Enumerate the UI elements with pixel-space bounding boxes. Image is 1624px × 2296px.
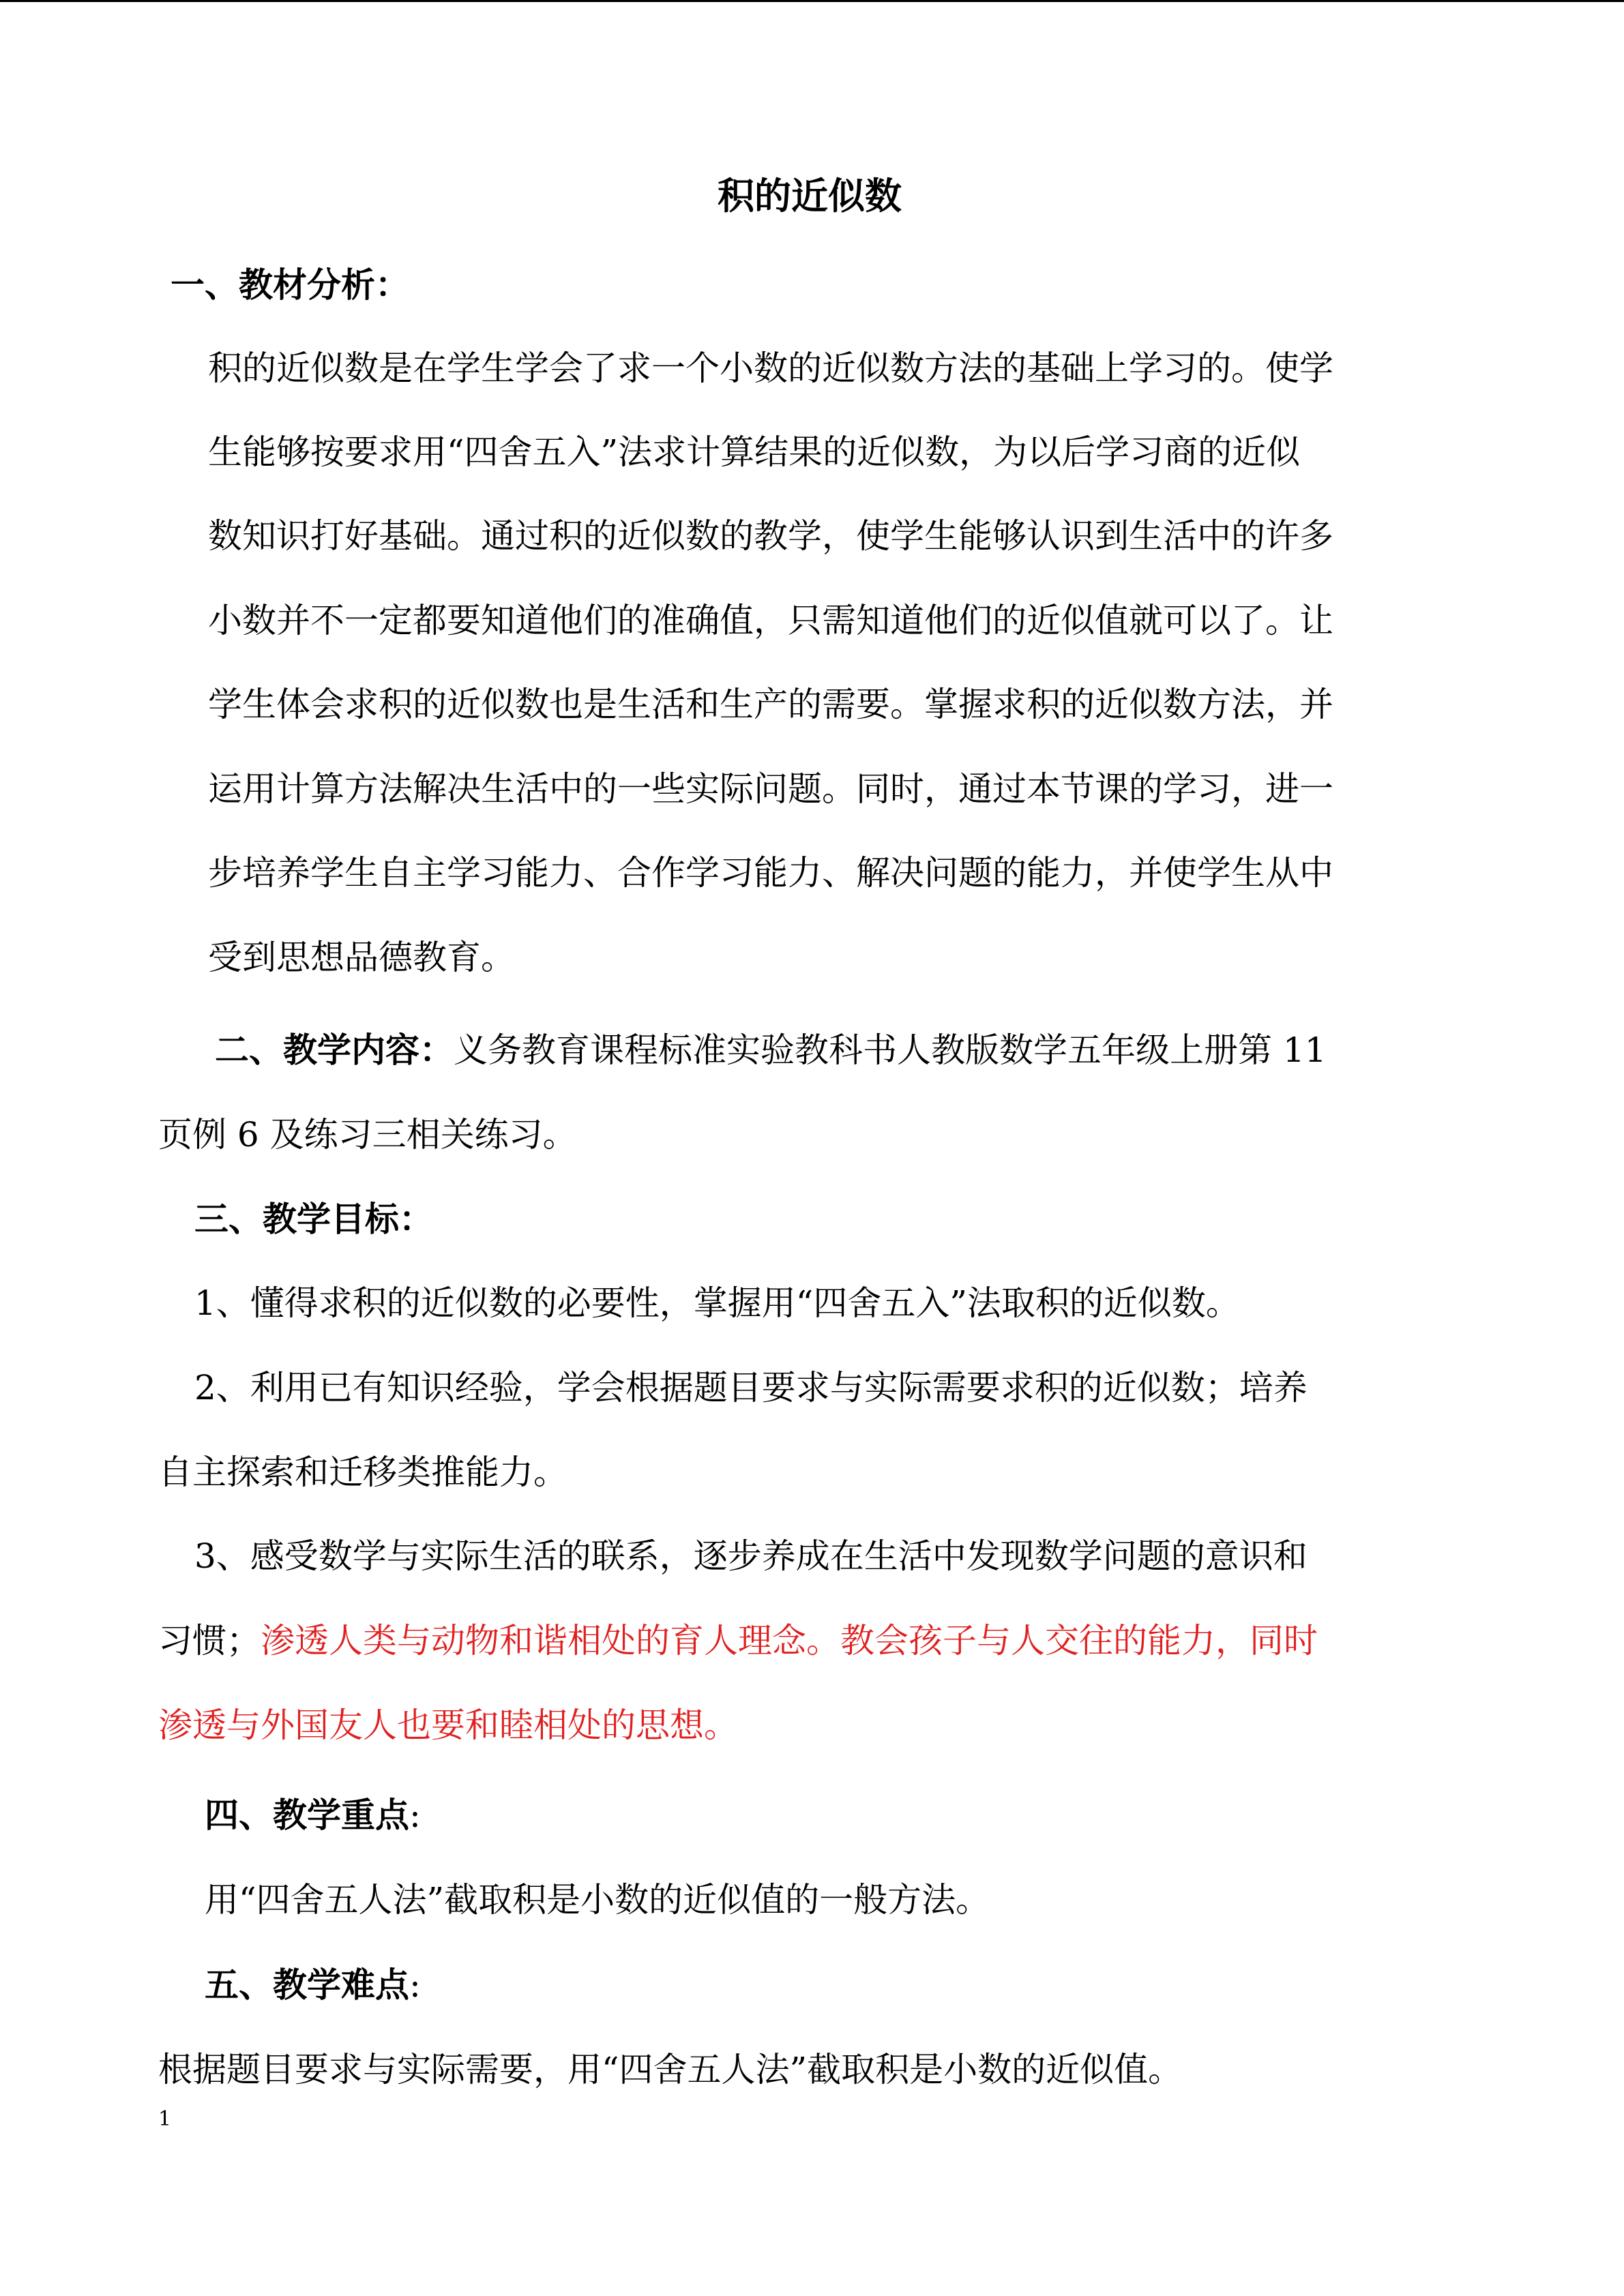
- top-border: [0, 0, 1624, 2]
- page-title: 积的近似数: [718, 175, 902, 218]
- goal-1: 1、懂得求积的近似数的必要性，掌握用“四舍五入”法取积的近似数。: [194, 1283, 1240, 1323]
- section-3-heading: 三、教学目标：: [194, 1199, 433, 1239]
- goal-3: 3、感受数学与实际生活的联系，逐步养成在生活中发现数学问题的意识和: [194, 1536, 1308, 1576]
- goal-3-text: 习惯；: [158, 1621, 261, 1660]
- section-1-line: 运用计算方法解决生活中的一些实际问题。同时，通过本节课的学习，进一: [208, 769, 1333, 809]
- goal-2: 2、利用已有知识经验，学会根据题目要求与实际需要求积的近似数；培养: [194, 1368, 1308, 1407]
- section-4-heading-line: [205, 1795, 421, 1836]
- section-4-text: 用“四舍五人法”截取积是小数的近似值的一般方法。: [205, 1880, 990, 1920]
- section-4-heading: 四、教学重点: [205, 1795, 409, 1835]
- section-2-heading: 二、教学内容：: [215, 1030, 454, 1070]
- section-1-line: 步培养学生自主学习能力、合作学习能力、解决问题的能力，并使学生从中: [208, 853, 1333, 893]
- section-1-line: 数知识打好基础。通过积的近似数的教学，使学生能够认识到生活中的许多: [208, 516, 1333, 556]
- goal-2-continued: 自主探索和迁移类推能力。: [158, 1452, 567, 1492]
- goal-3-continued: [158, 1620, 1318, 1661]
- section-1-line: 小数并不一定都要知道他们的准确值，只需知道他们的近似值就可以了。让: [208, 601, 1333, 640]
- section-1-heading: 一、教材分析：: [171, 265, 409, 305]
- section-5-heading: 五、教学难点: [205, 1965, 409, 2005]
- section-2-text: 义务教育课程标准实验教科书人教版数学五年级上册第 11: [454, 1030, 1327, 1070]
- section-1-line: 生能够按要求用“四舍五入”法求计算结果的近似数，为以后学习商的近似: [208, 432, 1301, 472]
- section-4-colon: :: [409, 1795, 421, 1835]
- section-1-line: 学生体会求积的近似数也是生活和生产的需要。掌握求积的近似数方法，并: [208, 685, 1333, 724]
- section-1-line: 受到思想品德教育。: [208, 938, 515, 977]
- goal-3-highlight-continued: 渗透与外国友人也要和睦相处的思想。: [158, 1705, 738, 1745]
- section-2-line: [215, 1030, 1327, 1071]
- section-2-line: 页例 6 及练习三相关练习。: [158, 1115, 577, 1154]
- section-5-heading-line: [205, 1965, 421, 2006]
- section-5-colon: :: [409, 1965, 421, 2005]
- page-number: 1: [158, 2107, 172, 2131]
- goal-3-highlight: 渗透人类与动物和谐相处的育人理念。教会孩子与人交往的能力，同时: [261, 1621, 1318, 1660]
- section-5-text: 根据题目要求与实际需要，用“四舍五人法”截取积是小数的近似值。: [158, 2050, 1183, 2089]
- section-1-line: 积的近似数是在学生学会了求一个小数的近似数方法的基础上学习的。使学: [208, 348, 1333, 388]
